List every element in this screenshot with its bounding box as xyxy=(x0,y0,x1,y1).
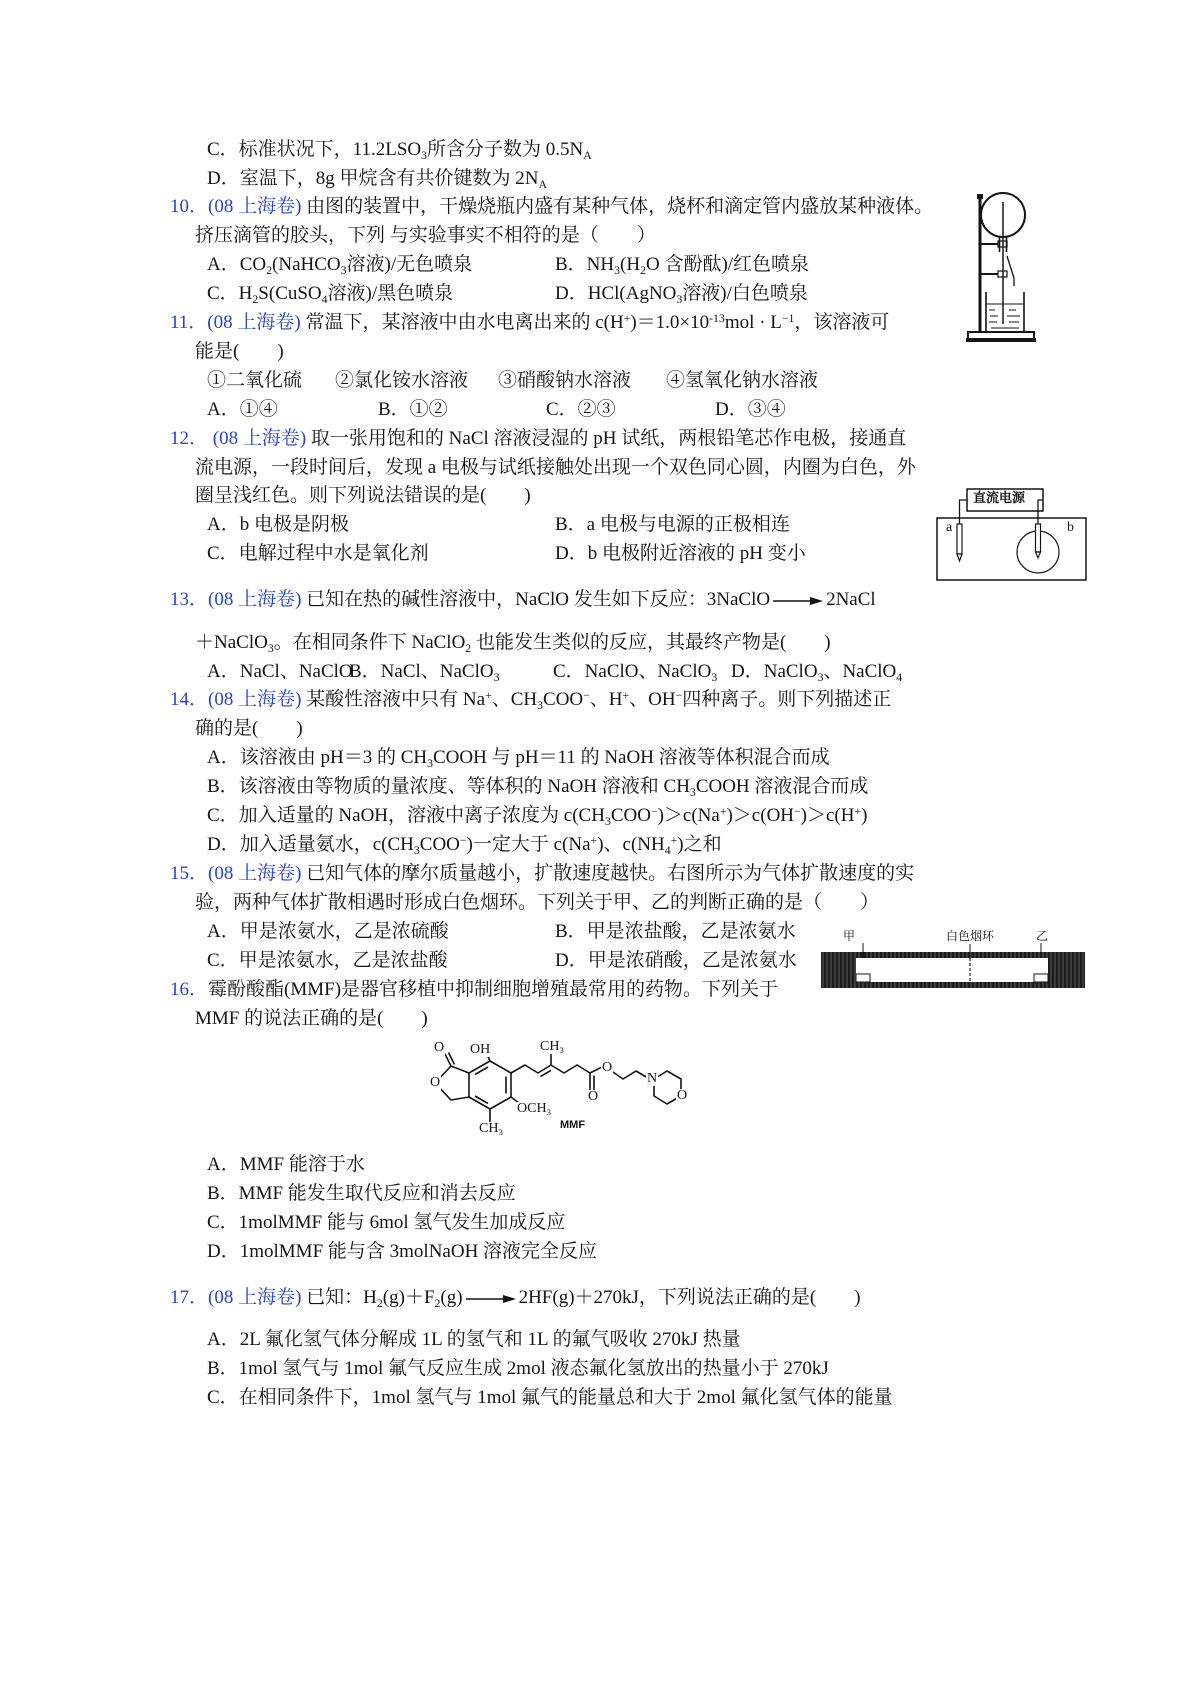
q13-option-c xyxy=(553,661,717,683)
text-run: )＞c(Na xyxy=(657,805,720,826)
q10-option-c xyxy=(207,283,453,305)
text-run: ) xyxy=(861,805,868,826)
subscript: 3 xyxy=(537,698,544,712)
q10-option-a xyxy=(207,254,472,276)
text-run: 霉酚酸酯(MMF)是器官移植中抑制细胞增殖最常用的药物。下列关于 xyxy=(208,979,779,1000)
beaker xyxy=(986,292,1024,332)
q9-option-d xyxy=(207,168,547,190)
q11-option-b: B．①② xyxy=(378,399,448,420)
electrode-a xyxy=(957,524,962,561)
hydroxyl-label: OH xyxy=(470,1042,491,1057)
text-run: 溶液)/黑色喷泉 xyxy=(327,283,454,304)
text-run: )＝1.0×10 xyxy=(630,312,710,333)
text-run: 也能发生类似的反应，其最终产物是( ) xyxy=(471,632,831,653)
subscript: 3 xyxy=(413,843,420,857)
subscript: 3 xyxy=(604,814,611,828)
text-run: COO xyxy=(610,805,651,826)
text-run: OCH xyxy=(517,1101,547,1116)
subscript: 3 xyxy=(711,670,718,684)
q15-option-c: C．甲是浓氨水，乙是浓盐酸 xyxy=(207,950,448,971)
lactone-carbonyl-o-label: O xyxy=(434,1040,445,1055)
q17-option-a: A．2L 氟化氢气体分解成 1L 的氢气和 1L 的氟气吸收 270kJ 热量 xyxy=(207,1329,741,1350)
q11-stem-line-2 xyxy=(195,341,284,363)
text-run: 、CH xyxy=(491,689,538,710)
q14-option-b xyxy=(207,776,868,798)
q15-stem-line-1 xyxy=(170,863,914,885)
text-run: 、H xyxy=(589,689,623,710)
subscript: 2 xyxy=(252,292,259,306)
text-run: B．该溶液由等物质的量浓度、等体积的 NaOH 溶液和 CH xyxy=(207,776,690,797)
subscript: 3 xyxy=(676,292,683,306)
text-run: C．标准状况下，11.2LSO xyxy=(207,139,422,160)
text-run: (H xyxy=(620,254,641,275)
text-run: 、OH xyxy=(629,689,676,710)
superscript: -13 xyxy=(709,311,725,325)
q12-option-c: C．电解过程中水是氧化剂 xyxy=(207,543,429,564)
text-run: S(CuSO xyxy=(258,283,322,304)
q12-stem-line-3 xyxy=(195,485,531,507)
subscript: 3 xyxy=(493,670,500,684)
fountain-apparatus-figure xyxy=(962,182,1038,346)
q16-option-c: C．1molMMF 能与 6mol 氢气发生加成反应 xyxy=(207,1212,566,1233)
superscript: + xyxy=(590,833,598,847)
stem-text xyxy=(301,589,770,610)
text-run: )、c(NH xyxy=(597,834,665,855)
text-run: )＞c(H xyxy=(800,805,855,826)
cotton-left xyxy=(856,974,870,982)
stem-text xyxy=(519,1287,861,1308)
superscript: − xyxy=(583,688,590,702)
superscript: + xyxy=(719,804,727,818)
question-number: 11． xyxy=(170,312,208,333)
subscript: 2 xyxy=(434,1296,441,1310)
text-run: (NaHCO xyxy=(272,254,341,275)
lactone-ring-o-label: O xyxy=(430,1075,441,1090)
stem-text xyxy=(301,312,890,333)
subscript: 3 xyxy=(340,263,347,277)
text-run: CH xyxy=(540,1039,560,1054)
subscript: 4 xyxy=(321,292,328,306)
q11-item-1: ①二氧化硫 xyxy=(207,370,303,391)
subscript: A xyxy=(538,177,547,191)
text-run: A．NaCl、NaClO xyxy=(207,661,353,682)
q12-option-b: B．a 电极与电源的正极相连 xyxy=(555,514,790,535)
aromatic-double-bonds xyxy=(475,1067,506,1104)
electrode-b xyxy=(1036,524,1041,558)
superscript: − xyxy=(794,804,801,818)
methoxy-label xyxy=(516,1102,552,1116)
text-run: O 含酚酞)/红色喷泉 xyxy=(645,254,810,275)
question-number: 16． xyxy=(170,979,209,1000)
q11-item-3: ③硝酸钠水溶液 xyxy=(498,370,632,391)
subscript: 3 xyxy=(498,1126,503,1137)
tube-channel xyxy=(856,958,1048,982)
subscript: A xyxy=(583,148,592,162)
question-source: (08 上海卷) xyxy=(208,428,307,449)
smoke-ring-label: 白色烟环 xyxy=(946,929,995,943)
question-source: (08 上海卷) xyxy=(208,589,302,610)
ethyl-linker xyxy=(610,1070,648,1079)
superscript: + xyxy=(623,311,631,325)
subscript: 3 xyxy=(427,756,433,770)
text-run: (g) xyxy=(440,1287,463,1308)
text-run: 验，两种气体扩散相遇时形成白色烟环。下列关于甲、乙的判断正确的是（ ） xyxy=(195,892,880,913)
subscript: 2 xyxy=(640,263,646,277)
text-run: B．NaCl、NaClO xyxy=(349,661,494,682)
text-run: 溶液)/白色喷泉 xyxy=(682,283,808,304)
text-run: D．HCl(AgNO xyxy=(555,283,677,304)
text-run: 已知在热的碱性溶液中，NaClO 发生如下反应：3NaClO xyxy=(301,589,771,610)
superscript: − xyxy=(675,688,683,702)
text-run: 某酸性溶液中只有 Na xyxy=(301,689,486,710)
cotton-right xyxy=(1034,974,1048,982)
stem-text xyxy=(208,979,778,1000)
q14-option-c xyxy=(207,805,867,827)
subscript: 2 xyxy=(465,641,472,655)
text-run: 流电源，一段时间后，发现 a 电极与试纸接触处出现一个双色同心圆，内圈为白色，外 xyxy=(195,457,916,478)
superscript: + xyxy=(622,688,630,702)
q17-stem-line-1 xyxy=(170,1287,861,1309)
superscript: + xyxy=(854,804,862,818)
text-run: mol · L xyxy=(724,312,782,333)
amine-n-label: N xyxy=(647,1071,658,1086)
text-run: )＞c(OH xyxy=(726,805,795,826)
question-number: 17． xyxy=(170,1287,209,1308)
subscript: 3 xyxy=(267,641,274,655)
text-run: A．CO xyxy=(207,254,267,275)
q15-option-a: A．甲是浓氨水，乙是浓硫酸 xyxy=(207,921,449,942)
q13-option-d xyxy=(731,661,902,683)
superscript: − xyxy=(459,833,467,847)
text-run: 2NaCl xyxy=(826,589,876,610)
text-run: 圈呈浅红色。则下列说法错误的是( ) xyxy=(195,485,531,506)
subscript: 4 xyxy=(664,843,671,857)
q17-option-c: C．在相同条件下，1mol 氢气与 1mol 氟气的能量总和大于 2mol 氟化氢气体的能量 xyxy=(207,1387,893,1408)
text-run: COO xyxy=(543,689,584,710)
q11-option-c: C．②③ xyxy=(546,399,616,420)
q13-stem-line-2 xyxy=(195,632,831,654)
text-run: C．加入适量的 NaOH，溶液中离子浓度为 c(CH xyxy=(207,805,605,826)
q14-option-a xyxy=(207,747,830,769)
question-number: 15． xyxy=(170,863,209,884)
subscript: 3 xyxy=(546,1106,551,1117)
q9-option-c xyxy=(207,139,592,161)
gas-yi-label: 乙 xyxy=(1036,929,1049,943)
stem-text xyxy=(301,196,933,217)
q13-option-a xyxy=(207,661,353,683)
question-number: 14． xyxy=(170,689,209,710)
morpholine-o-label: O xyxy=(677,1088,688,1103)
q12-option-d: D．b 电极附近溶液的 pH 变小 xyxy=(555,543,806,564)
subscript: 2 xyxy=(266,263,273,277)
question-source: (08 上海卷) xyxy=(208,689,302,710)
text-run: C．NaClO、NaClO xyxy=(553,661,712,682)
text-run: A．该溶液由 pH＝3 的 CH xyxy=(207,747,428,768)
text-run: D．加入适量氨水，c(CH xyxy=(207,834,414,855)
q14-option-d xyxy=(207,834,722,856)
text-run: 能是( ) xyxy=(195,341,284,362)
text-run: 、NaClO xyxy=(823,661,897,682)
subscript: 3 xyxy=(614,263,621,277)
q11-option-d: D．③④ xyxy=(715,399,786,420)
text-run: 由图的装置中，干燥烧瓶内盛有某种气体，烧杯和滴定管内盛放某种液体。 xyxy=(301,196,934,217)
question-source: (08 上海卷) xyxy=(207,312,301,333)
q15-option-b: B．甲是浓盐酸，乙是浓氨水 xyxy=(555,921,796,942)
q15-stem-line-2 xyxy=(195,892,879,914)
q16-option-d: D．1molMMF 能与含 3molNaOH 溶液完全反应 xyxy=(207,1241,598,1262)
electrode-b-label: b xyxy=(1067,520,1074,535)
subscript: 3 xyxy=(559,1044,564,1055)
q16-option-a: A．MMF 能溶于水 xyxy=(207,1154,365,1175)
question-source: (08 上海卷) xyxy=(208,863,302,884)
text-run: COOH 溶液混合而成 xyxy=(695,776,869,797)
q14-stem-line-1 xyxy=(170,689,891,711)
subscript: 3 xyxy=(421,148,428,162)
ester-carbonyl-o-label: O xyxy=(588,1089,599,1104)
q14-stem-line-2 xyxy=(195,718,303,740)
text-run: 确的是( ) xyxy=(195,718,303,739)
stem-text xyxy=(301,1287,462,1308)
text-run: (g)＋F xyxy=(382,1287,435,1308)
q11-item-2: ②氯化铵水溶液 xyxy=(335,370,469,391)
side-chain xyxy=(511,1065,602,1073)
q13-option-b xyxy=(349,661,500,683)
q10-stem-line-1 xyxy=(170,196,933,218)
text-run: C．H xyxy=(207,283,253,304)
superscript: + xyxy=(670,833,678,847)
structure-name-label: MMF xyxy=(560,1119,586,1131)
text-run: 。在相同条件下 NaClO xyxy=(273,632,466,653)
question-source: (08 上海卷) xyxy=(208,196,302,217)
q16-stem-line-1 xyxy=(170,979,778,1001)
superscript: + xyxy=(485,688,492,702)
text-run: D．室温下，8g 甲烷含有共价键数为 2N xyxy=(207,168,539,189)
q11-stem-line-1 xyxy=(170,312,889,334)
superscript: − xyxy=(650,804,658,818)
stem-text xyxy=(301,689,891,710)
text-run: D．NaClO xyxy=(731,661,818,682)
text-run: COOH 与 pH＝11 的 NaOH 溶液等体积混合而成 xyxy=(432,747,830,768)
text-run: 取一张用饱和的 NaCl 溶液浸湿的 pH 试纸，两根铅笔芯作电极，接通直 xyxy=(306,428,907,449)
subscript: 4 xyxy=(896,670,903,684)
q12-stem-line-2 xyxy=(195,457,916,479)
benzene-ring xyxy=(469,1061,511,1109)
text-run: 已知：H xyxy=(301,1287,377,1308)
subscript: 2 xyxy=(376,1296,383,1310)
text-run: COO xyxy=(419,834,460,855)
question-source: (08 上海卷) xyxy=(208,1287,302,1308)
reaction-arrow xyxy=(466,1293,516,1305)
text-run: ＋NaClO xyxy=(195,632,268,653)
question-number: 13． xyxy=(170,589,209,610)
stem-text xyxy=(301,863,914,884)
q10-stem-line-2 xyxy=(195,225,656,247)
q16-stem-line-2 xyxy=(195,1008,428,1030)
q10-option-d xyxy=(555,283,808,305)
q17-option-b: B．1mol 氢气与 1mol 氟气反应生成 2mol 液态氟化氢放出的热量小于 270kJ xyxy=(207,1358,829,1379)
methyl-bottom-label xyxy=(478,1122,504,1136)
text-run: )之和 xyxy=(677,834,722,855)
text-run: 挤压滴管的胶头，下列 与实验事实不相符的是（ ） xyxy=(195,225,656,246)
question-number: 10． xyxy=(170,196,209,217)
text-run: )一定大于 c(Na xyxy=(466,834,591,855)
mmf-structure-figure xyxy=(405,1038,705,1146)
text-run: 溶液)/无色喷泉 xyxy=(346,254,473,275)
stem-text xyxy=(306,428,906,449)
text-run: 常温下，某溶液中由水电离出来的 c(H xyxy=(300,312,624,333)
ester-o-label: O xyxy=(602,1060,613,1075)
q16-option-b: B．MMF 能发生取代反应和消去反应 xyxy=(207,1183,516,1204)
q12-option-a: A．b 电极是阴极 xyxy=(207,514,349,535)
q13-stem-line-1 xyxy=(170,589,876,611)
subscript: 3 xyxy=(817,670,824,684)
methyl-top-label xyxy=(539,1040,565,1054)
q10-option-b xyxy=(555,254,809,276)
q11-option-a: A．①④ xyxy=(207,399,278,420)
q15-option-d: D．甲是浓硝酸，乙是浓氨水 xyxy=(555,950,797,971)
text-run: 所含分子数为 0.5N xyxy=(427,139,584,160)
q12-stem-line-1 xyxy=(170,428,906,450)
text-run: B．NH xyxy=(555,254,615,275)
electrode-a-label: a xyxy=(946,520,953,535)
text-run: ，该溶液可 xyxy=(794,312,890,333)
subscript: 3 xyxy=(689,785,696,799)
superscript: −1 xyxy=(781,311,795,325)
text-run: CH xyxy=(479,1121,499,1136)
power-supply-label: 直流电源 xyxy=(973,490,1026,505)
text-run: 2HF(g)＋270kJ，下列说法正确的是( ) xyxy=(518,1287,861,1308)
reaction-arrow xyxy=(773,595,823,607)
gas-jia-label: 甲 xyxy=(843,929,856,943)
text-run: 四种离子。则下列描述正 xyxy=(682,689,892,710)
q11-item-4: ④氢氧化钠水溶液 xyxy=(666,370,819,391)
text-run: MMF 的说法正确的是( ) xyxy=(195,1008,428,1029)
question-number: 12． xyxy=(170,428,209,449)
text-run: 已知气体的摩尔质量越小，扩散速度越快。右图所示为气体扩散速度的实 xyxy=(301,863,915,884)
stem-text xyxy=(826,589,876,610)
